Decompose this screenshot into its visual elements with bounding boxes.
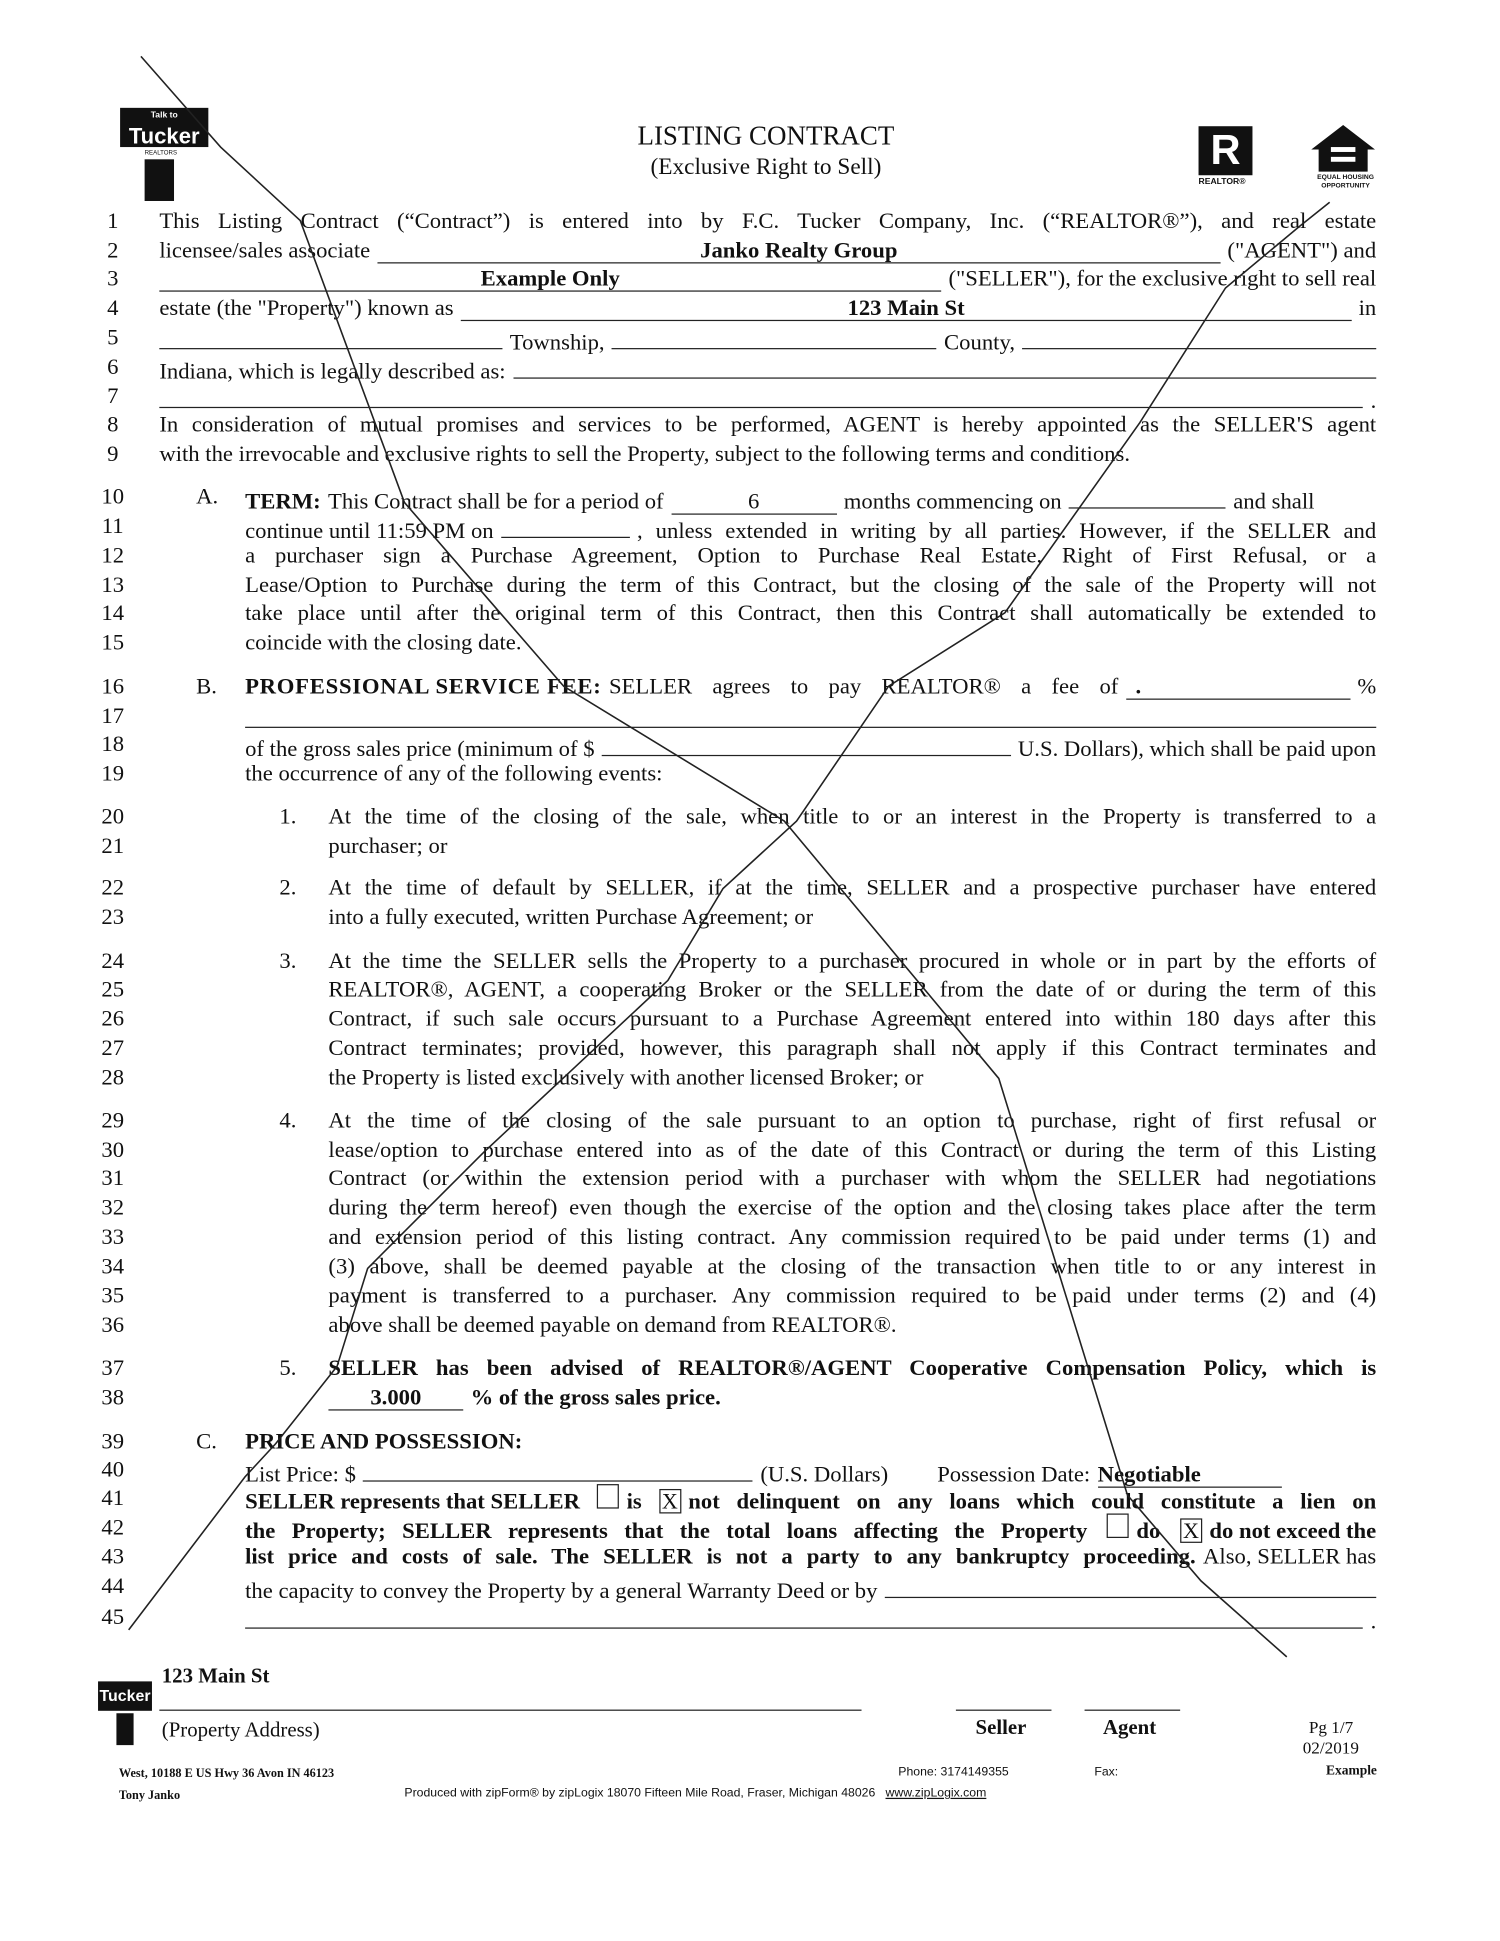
label: of the gross sales price (minimum of $ [245, 737, 595, 763]
line-number: 25 [101, 977, 125, 1003]
label: do not exceed the [1209, 1519, 1377, 1545]
item-text: during the term hereof) even though the exercise of the option and the closing takes place after the term [328, 1196, 1377, 1221]
item-text: At the time of default by SELLER, if at the time, SELLER and a prospective purchaser have entered [328, 876, 1377, 901]
label: , unless extended in writing by all parties. However, if the SELLER and [637, 519, 1377, 545]
equal-housing-text: EQUAL HOUSING OPPORTUNITY [1317, 174, 1374, 190]
property-address-field[interactable]: 123 Main St [461, 295, 1351, 321]
realtor-logo-icon: R [1199, 126, 1253, 175]
do-not-checkbox[interactable]: X [1180, 1518, 1202, 1543]
section-marker: B. [196, 675, 217, 700]
line-number: 43 [101, 1545, 125, 1570]
line-number: 31 [101, 1166, 125, 1192]
line-number: 7 [107, 384, 119, 410]
footer-address-line [159, 1710, 861, 1711]
item-text: the Property is listed exclusively with another licensed Broker; or [328, 1066, 924, 1091]
label: months commencing on [843, 490, 1062, 515]
is-not-checkbox[interactable]: X [659, 1489, 681, 1514]
line-number: 9 [107, 442, 119, 467]
line-number: 29 [101, 1109, 125, 1134]
intro-line: This Listing Contract (“Contract”) is entered into by F.C. Tucker Company, Inc. (“REALTOR®”), and real estate [159, 209, 1377, 235]
line-number: 8 [107, 412, 119, 438]
line-number: 17 [101, 704, 125, 730]
page-number: Pg 1/7 [1308, 1719, 1354, 1738]
produced-with [404, 1787, 986, 1800]
label: not delinquent on any loans which could constitute a lien on [688, 1490, 1377, 1515]
item-marker: 4. [279, 1109, 297, 1134]
term-text: coincide with the closing date. [245, 631, 522, 656]
item-marker: 3. [279, 949, 297, 975]
tucker-footer-logo: Tucker [98, 1681, 152, 1710]
term-months-field[interactable]: 6 [671, 489, 836, 515]
agent-initials-line[interactable] [1085, 1710, 1181, 1711]
section-marker: C. [196, 1430, 217, 1455]
label: and shall [1233, 490, 1315, 515]
line-number: 6 [107, 355, 119, 380]
item-marker: 1. [279, 805, 297, 830]
fee-text: the occurrence of any of the following events: [245, 762, 663, 787]
label: in [1358, 296, 1377, 322]
label: % of the gross sales price. [470, 1386, 721, 1411]
logo-text: Talk to [150, 111, 178, 121]
line-number: 35 [101, 1284, 125, 1309]
line-number: 15 [101, 631, 125, 656]
line-number: 41 [101, 1486, 125, 1512]
line-number: 11 [101, 514, 124, 540]
item-marker: 2. [279, 876, 297, 901]
line-number: 4 [107, 296, 119, 322]
line-number: 33 [101, 1225, 125, 1251]
label: the capacity to convey the Property by a general Warranty Deed or by [245, 1579, 878, 1605]
label: ("SELLER"), for the exclusive right to sell real [948, 267, 1377, 292]
line-number: 37 [101, 1356, 125, 1382]
line-number: 38 [101, 1386, 125, 1411]
label: list price and costs of sale. The SELLER is not a party to any bankruptcy proceeding. [245, 1545, 1196, 1570]
line-number: 36 [101, 1313, 125, 1339]
page-subtitle: (Exclusive Right to Sell) [650, 154, 882, 181]
line-number: 16 [101, 675, 125, 700]
produced-with-text: Produced with zipForm® by zipLogix 18070 Fifteen Mile Road, Fraser, Michigan 48026 [404, 1786, 876, 1801]
agent-name-field[interactable]: Janko Realty Group [378, 238, 1220, 264]
item-text: SELLER has been advised of REALTOR®/AGENT Cooperative Compensation Policy, which is [328, 1356, 1377, 1382]
possession-date-field[interactable]: Negotiable [1098, 1462, 1282, 1488]
section-title: TERM: [245, 490, 321, 515]
line-number: 22 [101, 876, 125, 901]
tucker-logo-sub: REALTORS [144, 149, 178, 157]
page-title: LISTING CONTRACT [637, 120, 895, 151]
line-number: 34 [101, 1254, 125, 1280]
line-number: 27 [101, 1036, 125, 1062]
section-marker: A. [196, 485, 219, 510]
consideration-line: with the irrevocable and exclusive rights to sell the Property, subject to the following terms and conditions. [159, 442, 1131, 467]
item-text: At the time of the closing of the sale pursuant to an option to purchase, right of first refusal or [328, 1109, 1377, 1134]
label: ("AGENT") and [1227, 238, 1377, 264]
item-text: above shall be deemed payable on demand from REALTOR®. [328, 1313, 897, 1339]
label: County, [944, 330, 1016, 356]
label: is [626, 1490, 642, 1515]
line-number: 1 [107, 209, 119, 235]
fee-percent-field[interactable]: . [1126, 674, 1350, 700]
label: do [1136, 1519, 1161, 1545]
tucker-footer-mascot-icon [116, 1713, 133, 1745]
label: % [1357, 675, 1377, 700]
label: Possession Date: [937, 1463, 1091, 1488]
footer-property-address: 123 Main St [161, 1664, 270, 1688]
item-text: into a fully executed, written Purchase Agreement; or [328, 905, 814, 931]
line-number: 21 [101, 834, 125, 860]
line-number: 13 [101, 573, 125, 599]
label: . [1370, 389, 1377, 415]
coop-percent-field[interactable]: 3.000 [328, 1385, 463, 1411]
label: Also, SELLER has [1203, 1545, 1377, 1570]
label: estate (the "Property") known as [159, 296, 454, 322]
term-text: take place until after the original term of this Contract, then this Contract shall automatically be extended to [245, 601, 1377, 627]
term-text: Lease/Option to Purchase during the term of this Contract, but the closing of the sale of the Property will not [245, 573, 1377, 599]
phone: Phone: 3174149355 [898, 1765, 1009, 1780]
section-title: PRICE AND POSSESSION: [245, 1430, 523, 1455]
item-text: lease/option to purchase entered into as of the date of this Contract or during the term of this Listing [328, 1138, 1377, 1163]
logo-text: Tucker [128, 123, 200, 149]
line-number: 10 [101, 485, 125, 510]
label: SELLER represents that SELLER [245, 1490, 581, 1515]
line-number: 32 [101, 1196, 125, 1221]
label: U.S. Dollars), which shall be paid upon [1017, 737, 1377, 763]
label: Indiana, which is legally described as: [159, 360, 506, 385]
label: (U.S. Dollars) [760, 1463, 889, 1488]
item-text: REALTOR®, AGENT, a cooperating Broker or the SELLER from the date of or during the term of this [328, 977, 1377, 1003]
line-number: 28 [101, 1066, 125, 1091]
line-number: 40 [101, 1458, 125, 1483]
seller-initials-line[interactable] [956, 1710, 1052, 1711]
line-number: 19 [101, 762, 125, 787]
label: licensee/sales associate [159, 238, 371, 264]
ziplogix-link[interactable]: www.zipLogix.com [885, 1786, 987, 1801]
line-number: 2 [107, 238, 119, 264]
office-address: West, 10188 E US Hwy 36 Avon IN 46123 [118, 1767, 335, 1781]
line-number: 39 [101, 1430, 125, 1455]
realtor-logo-text: REALTOR® [1198, 177, 1246, 187]
line-number: 45 [101, 1605, 125, 1630]
section-title: PROFESSIONAL SERVICE FEE: [245, 675, 602, 700]
agent-label: Agent [1102, 1715, 1157, 1739]
line-number: 18 [101, 732, 125, 758]
item-text: Contract, if such sale occurs pursuant to a Purchase Agreement entered into within 180 days after this [328, 1007, 1377, 1032]
footer-example: Example [1325, 1763, 1377, 1779]
fax: Fax: [1094, 1765, 1119, 1780]
label: This Contract shall be for a period of [328, 490, 664, 515]
form-date: 02/2019 [1302, 1740, 1359, 1759]
item-text: At the time the SELLER sells the Property to a purchaser procured in whole or in part by the efforts of [328, 949, 1377, 975]
label: List Price: $ [245, 1463, 356, 1488]
item-marker: 5. [279, 1356, 297, 1382]
line-number: 30 [101, 1138, 125, 1163]
line-number: 26 [101, 1007, 125, 1032]
footer-property-address-label: (Property Address) [161, 1718, 320, 1742]
line-number: 42 [101, 1515, 125, 1541]
line-number: 24 [101, 949, 125, 975]
line-number: 5 [107, 325, 119, 351]
line-number: 12 [101, 544, 125, 569]
seller-name-field[interactable]: Example Only [159, 266, 941, 292]
item-text: purchaser; or [328, 834, 448, 860]
term-text: a purchaser sign a Purchase Agreement, Option to Purchase Real Estate, Right of First Refusal, or a [245, 544, 1377, 569]
item-text: payment is transferred to a purchaser. Any commission required to be paid under terms (2) and (4) [328, 1284, 1377, 1309]
line-number: 23 [101, 905, 125, 931]
item-text: and extension period of this listing contract. Any commission required to be paid under terms (1) and [328, 1225, 1377, 1251]
item-text: Contract terminates; provided, however, this paragraph shall not apply if this Contract terminates and [328, 1036, 1377, 1062]
footer-agent-name: Tony Janko [118, 1789, 181, 1803]
label: SELLER agrees to pay REALTOR® a fee of [608, 675, 1119, 700]
line-number: 14 [101, 601, 125, 627]
line-number: 20 [101, 805, 125, 830]
label: Township, [509, 330, 605, 356]
line-number: 44 [101, 1574, 125, 1600]
item-text: (3) above, shall be deemed payable at the closing of the transaction when title to or any interest in [328, 1254, 1377, 1280]
consideration-line: In consideration of mutual promises and services to be performed, AGENT is hereby appointed as the SELLER'S agent [159, 412, 1377, 438]
line-number: 3 [107, 267, 119, 292]
item-text: At the time of the closing of the sale, when title to or an interest in the Property is transferred to a [328, 805, 1377, 830]
seller-label: Seller [975, 1715, 1027, 1739]
label: . [1370, 1610, 1377, 1635]
label: the Property; SELLER represents that the total loans affecting the Property [245, 1519, 1088, 1545]
label: continue until 11:59 PM on [245, 519, 494, 545]
item-text: Contract (or within the extension period with a purchaser with whom the SELLER had negotiations [328, 1166, 1377, 1192]
